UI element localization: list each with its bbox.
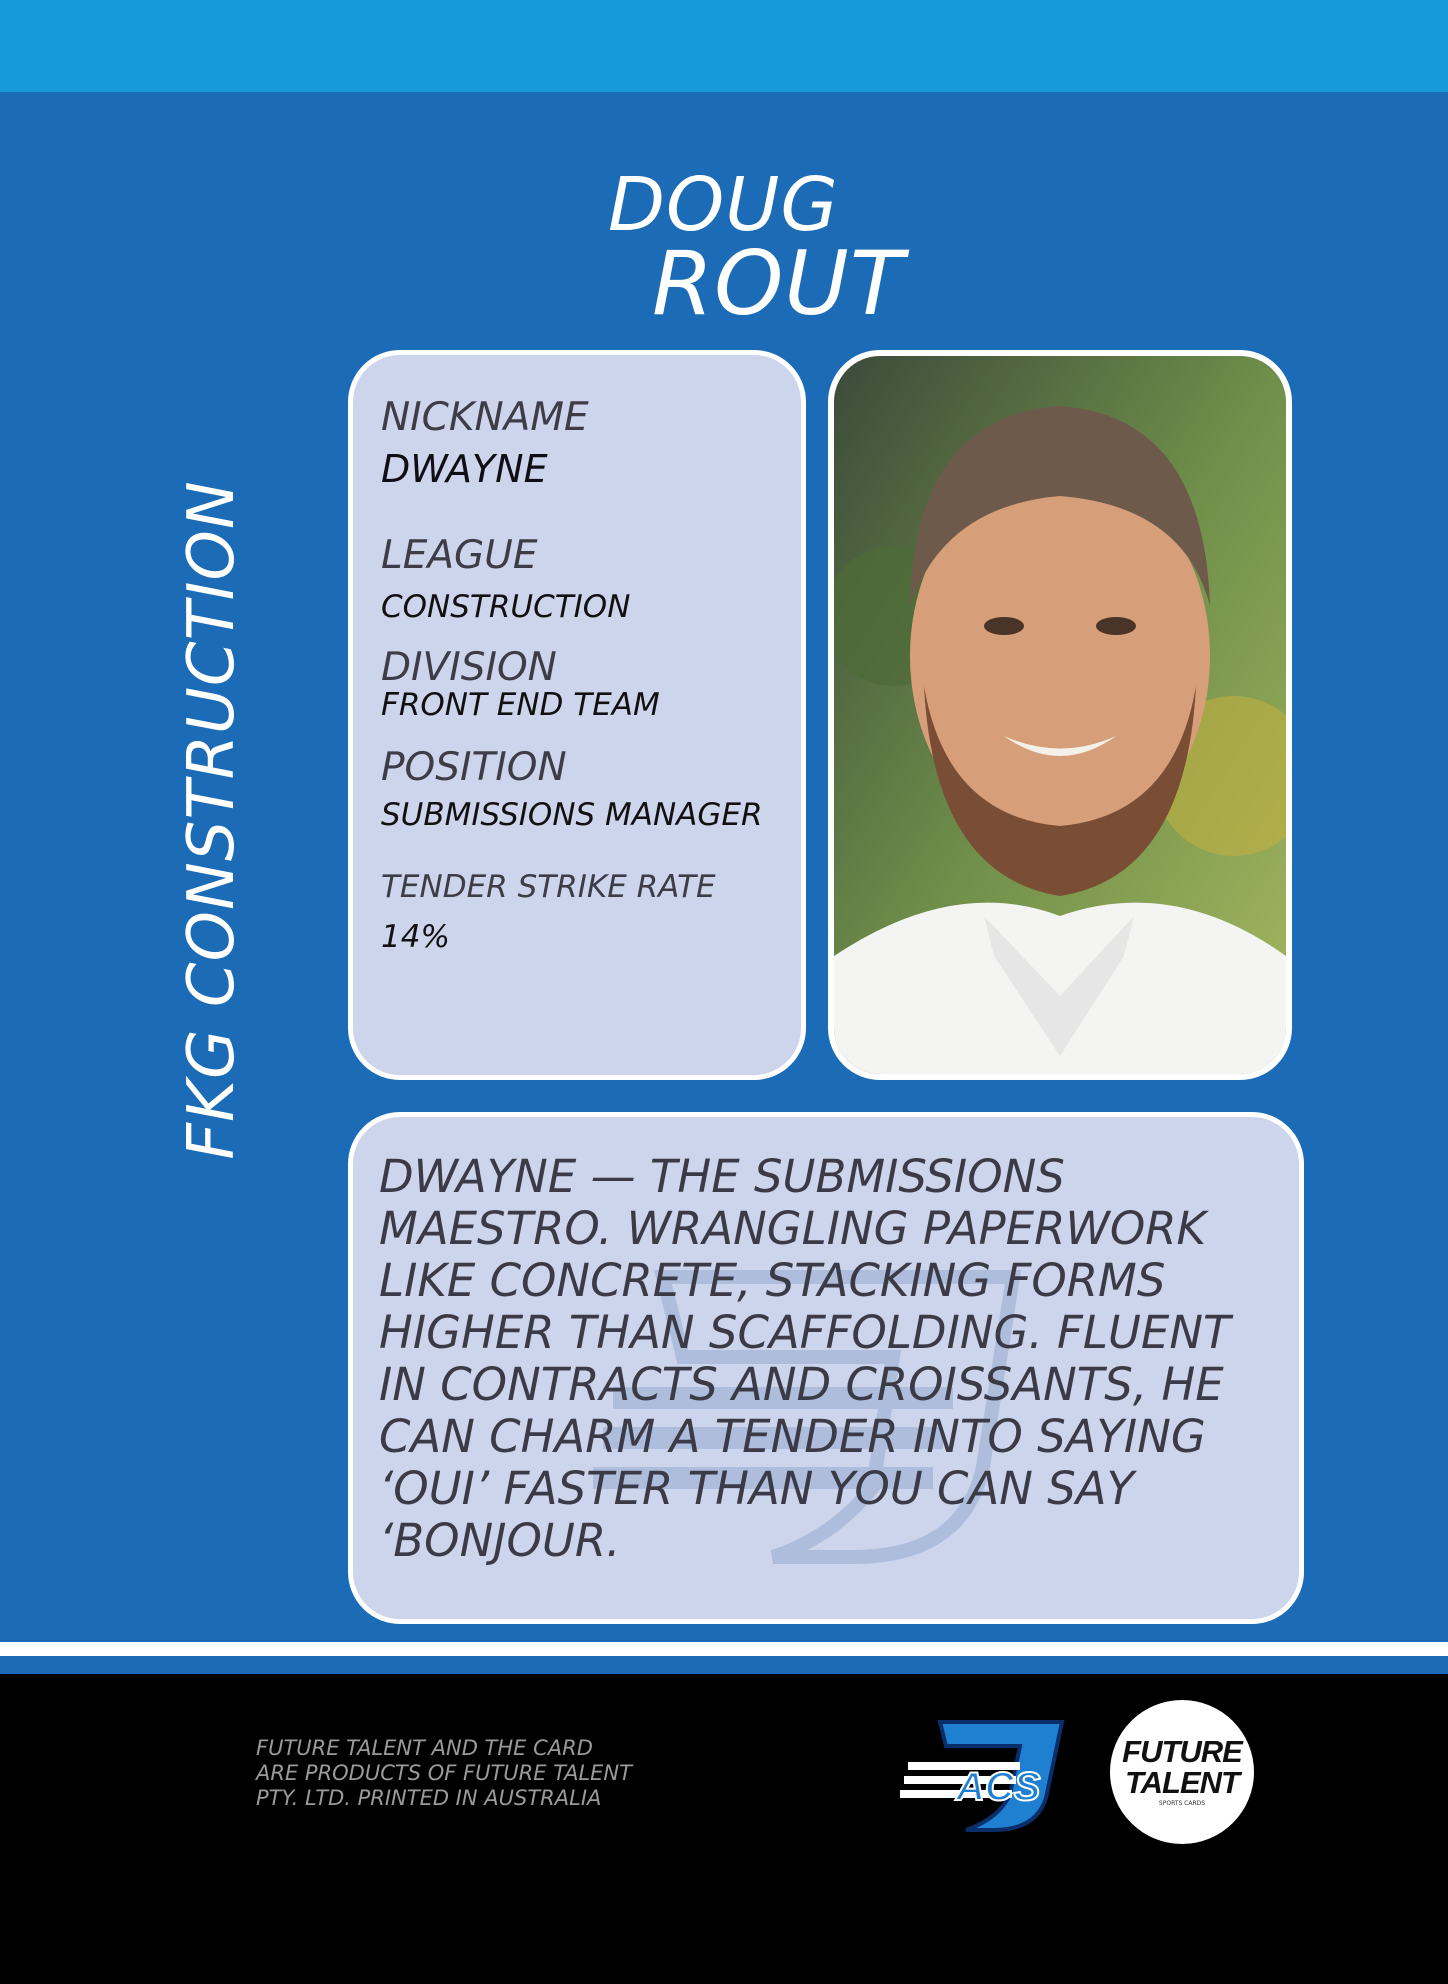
bio-panel (348, 1112, 1304, 1624)
ft-logo-tag: SPORTS CARDS (1158, 1800, 1206, 1807)
top-band (0, 0, 1448, 92)
legal-line: ARE PRODUCTS OF FUTURE TALENT (256, 1761, 632, 1785)
player-first-name: DOUG (608, 162, 839, 248)
future-talent-logo (1110, 1700, 1254, 1844)
ft-logo-line1: FUTURE (1122, 1734, 1242, 1769)
stat-label-league: LEAGUE (381, 533, 538, 578)
stat-label-nickname: NICKNAME (381, 395, 589, 440)
stat-label-strike-rate: TENDER STRIKE RATE (381, 869, 716, 905)
stat-value-position: SUBMISSIONS MANAGER (381, 797, 763, 833)
acs-logo-text: ACS (956, 1765, 1041, 1809)
stat-label-position: POSITION (381, 745, 567, 790)
footer-stripe (0, 1642, 1448, 1656)
ft-logo-line2: TALENT (1125, 1765, 1239, 1800)
stats-panel (348, 350, 806, 1080)
stat-value-league: CONSTRUCTION (381, 589, 631, 625)
stat-value-strike-rate: 14% (381, 919, 450, 955)
stat-value-nickname: DWAYNE (381, 447, 548, 491)
legal-line: FUTURE TALENT AND THE CARD (256, 1736, 593, 1760)
player-photo (828, 350, 1292, 1080)
legal-line: PTY. LTD. PRINTED IN AUSTRALIA (256, 1786, 602, 1810)
bio-text: DWAYNE — THE SUBMISSIONS MAESTRO. WRANGLING PAPERWORK LIKE CONCRETE, STACKING FORMS HIGHER THAN SCAFFOLDING. FLUENT IN CONTRACTS AND CROISSANTS, HE CAN CHARM A TENDER INTO SAYING ‘OUI’ FASTER THAN YOU CAN SAY ‘BONJOUR. (379, 1150, 1231, 1567)
stat-value-division: FRONT END TEAM (381, 687, 660, 723)
footer (0, 1674, 1448, 1984)
acs-logo (896, 1714, 1066, 1834)
player-last-name: ROUT (652, 232, 905, 335)
stat-label-division: DIVISION (381, 645, 557, 690)
company-name: FKG CONSTRUCTION (175, 480, 249, 1160)
legal-notice (256, 1736, 676, 1811)
player-portrait-illustration (834, 356, 1286, 1074)
